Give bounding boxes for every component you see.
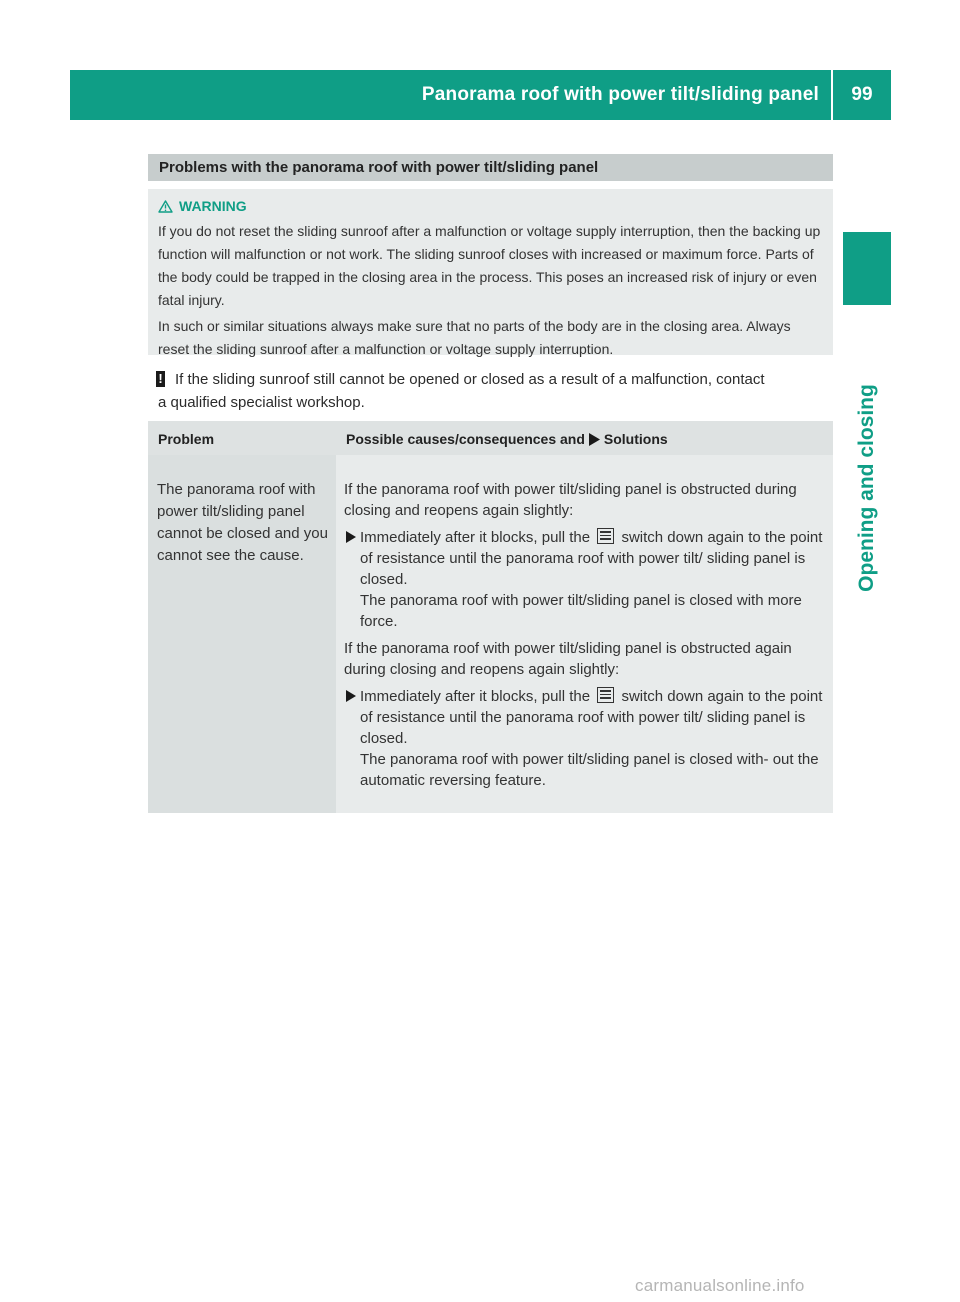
solution-step xyxy=(344,527,827,632)
arrow-right-icon xyxy=(346,531,356,543)
table-spacer xyxy=(148,455,833,473)
note-line: a qualified specialist workshop. xyxy=(158,394,365,411)
step-text: Immediately after it blocks, pull the xyxy=(360,688,591,705)
chapter-tab xyxy=(843,232,891,305)
chapter-label-text: Opening and closing xyxy=(855,384,878,592)
step-result: The panorama roof with power tilt/sliding panel is closed with more force. xyxy=(360,592,802,630)
header-causes xyxy=(336,421,833,455)
warning-box xyxy=(148,189,833,355)
chapter-label xyxy=(846,318,888,658)
note-text xyxy=(148,368,838,414)
header-problem: Problem xyxy=(158,431,215,447)
step-text: switch down again to the point of resistance until the panorama roof with power tilt/ sliding panel is closed. xyxy=(360,688,823,747)
step-text: Immediately after it blocks, pull the xyxy=(360,529,591,546)
page-number: 99 xyxy=(851,84,873,105)
note-line: If the sliding sunroof still cannot be opened or closed as a result of a malfunction, contact xyxy=(175,371,765,388)
cause-text: If the panorama roof with power tilt/sliding panel is obstructed again during closing and reopens again slightly: xyxy=(344,640,792,678)
warning-label: WARNING xyxy=(179,198,247,214)
arrow-right-icon xyxy=(346,690,356,702)
warning-triangle-icon xyxy=(158,200,173,213)
header-causes-text: Possible causes/consequences and xyxy=(346,431,585,447)
table-header xyxy=(148,421,833,455)
arrow-right-icon xyxy=(589,433,600,446)
solution-step xyxy=(344,686,827,791)
page-header xyxy=(70,70,891,120)
step-text: switch down again to the point of resistance until the panorama roof with power tilt/ sliding panel is closed. xyxy=(360,529,823,588)
table-row xyxy=(148,473,833,813)
warning-title xyxy=(158,194,825,218)
header-title: Panorama roof with power tilt/sliding panel xyxy=(421,84,819,105)
switch-icon xyxy=(597,687,614,703)
watermark: carmanualsonline.info xyxy=(635,1276,805,1295)
warning-paragraph: In such or similar situations always make sure that no parts of the body are in the closing area. Always reset the sliding sunroof after a malfunction or voltage supply interruption. xyxy=(158,318,791,357)
header-solutions-text: Solutions xyxy=(603,431,668,447)
problem-table xyxy=(148,421,833,813)
exclamation-icon: ! xyxy=(156,371,165,387)
switch-icon xyxy=(597,528,614,544)
solution-cell xyxy=(336,473,833,813)
note xyxy=(148,368,838,414)
cause-text: If the panorama roof with power tilt/sliding panel is obstructed during closing and reopens again slightly: xyxy=(344,481,797,519)
problem-cell: The panorama roof with power tilt/sliding panel cannot be closed and you cannot see the cause. xyxy=(148,473,336,813)
section-heading: Problems with the panorama roof with power tilt/sliding panel xyxy=(148,154,833,181)
step-result: The panorama roof with power tilt/sliding panel is closed with- out the automatic reversing feature. xyxy=(360,751,819,789)
warning-paragraph: If you do not reset the sliding sunroof after a malfunction or voltage supply interruption, then the backing up function will malfunction or not work. The sliding sunroof closes with increased or maximum force. Parts of the body could be trapped in the closing area in the process. This poses an increased risk of injury or even fatal injury. xyxy=(158,223,821,308)
warning-text xyxy=(158,220,825,361)
